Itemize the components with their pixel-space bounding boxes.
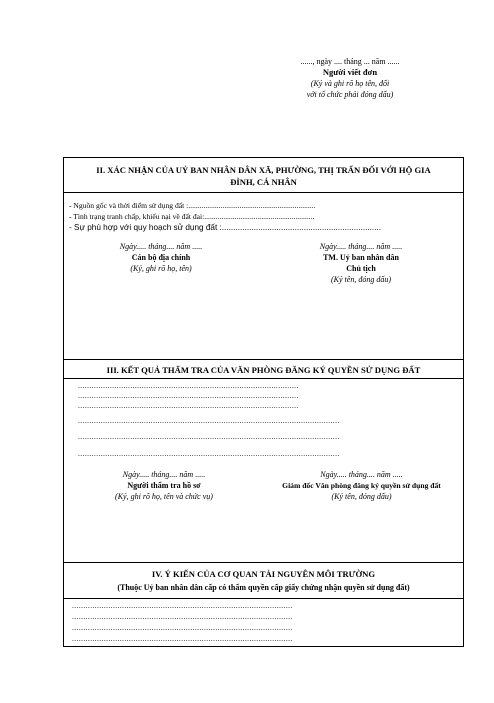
planning-fit-label: - Sự phù hợp với quy hoạch sử dụng đất :	[69, 223, 222, 232]
section2-title-line2: ĐÌNH, CÁ NHÂN	[230, 177, 297, 187]
office-director-note: (Ký tên, đóng dấu)	[331, 492, 392, 501]
office-director-date: Ngày..... tháng.... năm .....	[320, 470, 403, 479]
section3-dots-line[interactable]: .................................................................................................	[78, 391, 299, 400]
section3-dots-line[interactable]: ...................................................................................................................	[78, 432, 340, 441]
section4-subtitle: (Thuộc Uỷ ban nhân dân cấp có thẩm quyền cấp giấy chứng nhận quyền sử dụng đất)	[117, 583, 410, 592]
section4-title-divider	[64, 598, 463, 599]
applicant-note-2: với tổ chức phải đóng dấu)	[306, 90, 394, 99]
land-origin-label: - Nguồn gốc và thời điểm sử dụng đất :	[69, 201, 189, 210]
dispute-status-row	[69, 212, 314, 221]
applicant-role: Người viết đơn	[322, 67, 378, 77]
applicant-signature-block	[270, 56, 430, 100]
section2-title-line1: II. XÁC NHẬN CỦA UỶ BAN NHÂN DÂN XÃ, PHƯỜNG, THỊ TRẤN ĐỐI VỚI HỘ GIA	[96, 165, 431, 175]
committee-note: (Ký tên, đóng dấu)	[331, 275, 391, 284]
committee-role-1: TM. Uỷ ban nhân dân	[323, 253, 399, 262]
dispute-status-dots[interactable]: ..........................................................	[204, 212, 315, 221]
committee-role-2: Chủ tịch	[346, 264, 376, 273]
committee-date: Ngày..... tháng.... năm .....	[319, 242, 403, 251]
dispute-status-label: - Tình trạng tranh chấp, khiếu nại về đất đai:	[69, 212, 205, 221]
section3-dots-line[interactable]: .................................................................................................	[78, 381, 299, 390]
cadastral-officer-signature	[86, 241, 236, 274]
applicant-date: ......, ngày .... tháng ... năm ......	[300, 57, 400, 66]
reviewer-date: Ngày..... tháng.... năm .....	[122, 470, 206, 479]
section3-dots-line[interactable]: ...................................................................................................................	[78, 449, 340, 458]
section2-title	[64, 164, 463, 188]
land-origin-dots[interactable]: ...................................................................	[188, 201, 316, 210]
section3-title-divider	[64, 378, 463, 379]
cadastral-officer-role: Cán bộ địa chính	[131, 253, 191, 262]
section4-top-divider	[64, 562, 463, 563]
committee-chairman-signature	[286, 241, 436, 285]
reviewer-role: Người thẩm tra hồ sơ	[127, 481, 201, 490]
cadastral-officer-date: Ngày..... tháng.... năm .....	[119, 242, 203, 251]
applicant-note-1: (Ký và ghi rõ họ tên, đối	[310, 79, 390, 88]
form-frame	[63, 157, 464, 647]
section3-dots-line[interactable]: ...................................................................................................................	[78, 416, 340, 425]
section4-title: IV. Ý KIẾN CỦA CƠ QUAN TÀI NGUYÊN MÔI TRƯỜNG	[151, 569, 376, 579]
cadastral-officer-note: (Ký, ghi rõ họ, tên)	[130, 264, 192, 273]
planning-fit-row	[69, 223, 381, 232]
reviewer-signature	[89, 469, 239, 502]
section4-dots-line[interactable]: .................................................................................................	[72, 634, 293, 643]
section3-top-divider	[64, 359, 463, 360]
section4-dots-line[interactable]: .................................................................................................	[72, 612, 293, 621]
office-director-signature	[259, 469, 464, 502]
section2-title-divider	[64, 192, 463, 193]
section3-title: III. KẾT QUẢ THẨM TRA CỦA VĂN PHÒNG ĐĂNG KÝ QUYỀN SỬ DỤNG ĐẤT	[106, 365, 421, 375]
section4-dots-line[interactable]: .................................................................................................	[72, 623, 293, 632]
section4-dots-line[interactable]: .................................................................................................	[72, 601, 293, 610]
reviewer-note: (Ký, ghi rõ họ, tên và chức vụ)	[115, 492, 213, 501]
land-origin-row	[69, 201, 315, 210]
office-director-role: Giám đốc Văn phòng đăng ký quyền sử dụng đất	[282, 481, 441, 490]
section3-dots-line[interactable]: .................................................................................................	[78, 401, 299, 410]
planning-fit-dots[interactable]: ......................................................................	[221, 223, 382, 232]
